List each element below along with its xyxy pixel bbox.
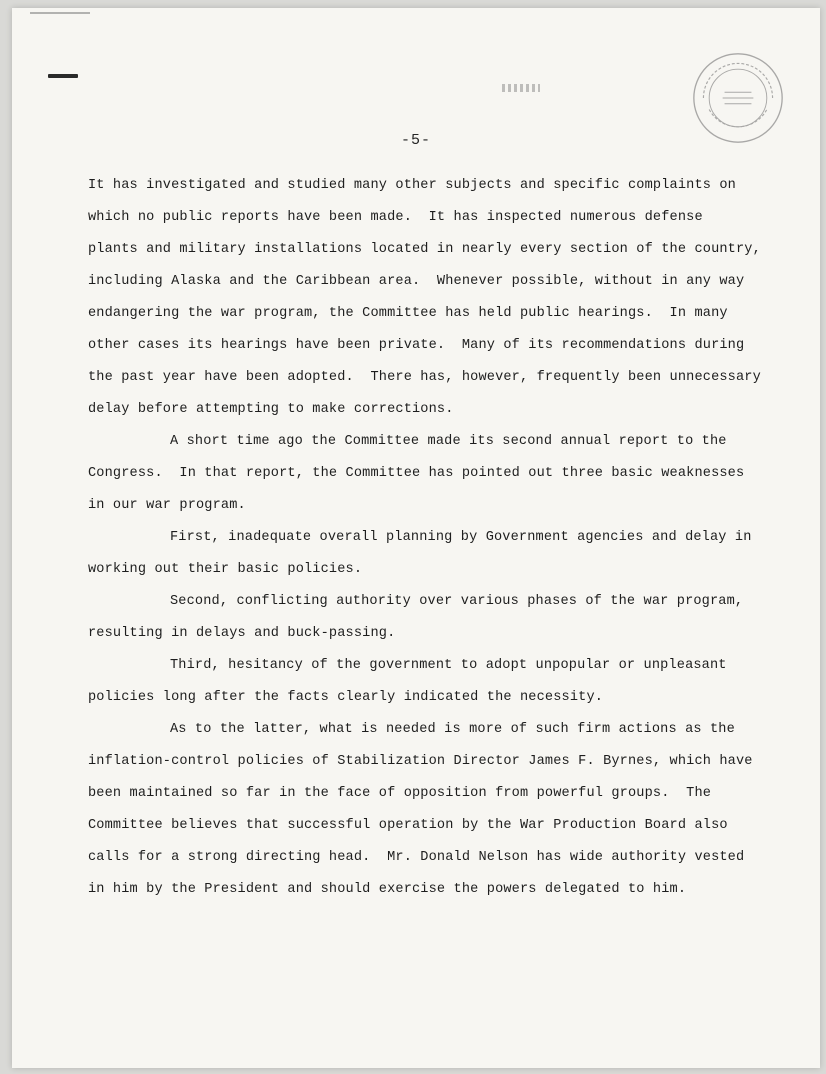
- binder-mark: [48, 74, 78, 78]
- top-edge-mark: [30, 12, 90, 14]
- text-line: As to the latter, what is needed is more of such firm actions as the: [170, 722, 735, 737]
- text-line: endangering the war program, the Committee has held public hearings. In many: [88, 306, 728, 321]
- text-line: including Alaska and the Caribbean area. Whenever possible, without in any way: [88, 274, 745, 289]
- text-line: been maintained so far in the face of opposition from powerful groups. The: [88, 786, 712, 801]
- text-line: the past year have been adopted. There has, however, frequently been unnecessary: [88, 370, 761, 385]
- text-line: which no public reports have been made. It has inspected numerous defense: [88, 210, 703, 225]
- text-line: Committee believes that successful operation by the War Production Board also: [88, 818, 728, 833]
- text-line: calls for a strong directing head. Mr. Donald Nelson has wide authority vested: [88, 850, 745, 865]
- text-line: Second, conflicting authority over various phases of the war program,: [170, 594, 744, 609]
- text-line: other cases its hearings have been private. Many of its recommendations during: [88, 338, 745, 353]
- text-line: A short time ago the Committee made its second annual report to the: [170, 434, 727, 449]
- text-line: Third, hesitancy of the government to adopt unpopular or unpleasant: [170, 658, 727, 673]
- text-line: resulting in delays and buck-passing.: [88, 626, 396, 641]
- text-line: in our war program.: [88, 498, 246, 513]
- text-line: inflation-control policies of Stabilization Director James F. Byrnes, which have: [88, 754, 753, 769]
- ink-smudge: [502, 84, 540, 92]
- text-line: delay before attempting to make corrections.: [88, 402, 454, 417]
- text-line: It has investigated and studied many other subjects and specific complaints on: [88, 178, 736, 193]
- text-line: First, inadequate overall planning by Government agencies and delay in: [170, 530, 752, 545]
- document-page: [12, 8, 820, 1068]
- page-number: -5-: [400, 132, 431, 149]
- text-line: in him by the President and should exercise the powers delegated to him.: [88, 882, 687, 897]
- text-line: policies long after the facts clearly indicated the necessity.: [88, 690, 604, 705]
- text-line: working out their basic policies.: [88, 562, 363, 577]
- document-body: [88, 170, 768, 906]
- text-line: Congress. In that report, the Committee has pointed out three basic weaknesses: [88, 466, 745, 481]
- text-line: plants and military installations located in nearly every section of the country,: [88, 242, 761, 257]
